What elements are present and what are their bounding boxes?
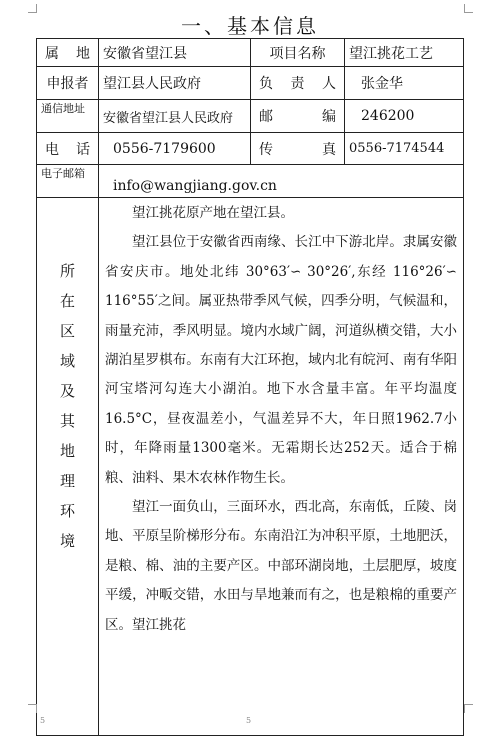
- person-in-charge-value: 张金华: [345, 67, 464, 100]
- fax-label: 传 真: [251, 133, 345, 165]
- region-label-char: 在: [59, 292, 75, 310]
- location-label: 属 地: [37, 39, 99, 67]
- postcode-label: 邮 编: [251, 100, 345, 133]
- phone-label: 电 话: [37, 133, 99, 165]
- address-value: 安徽省望江县人民政府: [99, 100, 251, 133]
- region-label-char: 境: [59, 532, 75, 550]
- email-value: info@wangjiang.gov.cn: [99, 165, 464, 198]
- phone-value: 0556-7179600: [99, 133, 251, 165]
- region-label-char: 环: [59, 502, 75, 520]
- region-label-char: 所: [59, 262, 75, 280]
- location-value: 安徽省望江县: [99, 39, 251, 67]
- footer-page-number: 5: [246, 716, 252, 725]
- region-paragraph: 望江县位于安徽省西南缘、长江中下游北岸。隶属安徽省安庆市。地处北纬 30°63′∽ 30°26′,东经 116°26′∽ 116°55′之间。属亚热带季风气候，四季分明，气候温和，雨量充沛，季风明显。境内水域广阔，河道纵横交错，大小湖泊星罗棋布。东南有大江环抱，域内北有皖河、南有华阳河宝塔河勾连大小湖泊。地下水含量丰富。年平均温度16.5°C，昼夜温差小，气温差异不大，年日照1962.7小时，年降雨量1300毫米。无霜期长达252天。适合于棉粮、油料、果木农林作物生长。: [105, 234, 457, 486]
- crop-mark-top-left: [28, 4, 37, 13]
- section-title: 一、基本信息: [181, 14, 319, 38]
- fax-value: 0556-7174544: [345, 133, 464, 165]
- region-description: [99, 198, 464, 736]
- basic-info-table: [36, 38, 464, 736]
- project-name-label: 项目名称: [251, 39, 345, 67]
- crop-mark-bottom-right: [464, 704, 473, 713]
- postcode-value: 246200: [345, 100, 464, 133]
- region-label-char: 地: [59, 442, 75, 460]
- region-label-char: 域: [59, 352, 75, 370]
- region-paragraph: 望江一面负山，三面环水，西北高，东南低，丘陵、岗地、平原呈阶梯形分布。东南沿江为冲积平原，土地肥沃，是粮、棉、油的主要产区。中部环湖岗地，土层肥厚，坡度平缓，冲畈交错，水田与旱地兼而有之，也是粮棉的重要产区。望江挑花: [105, 499, 457, 633]
- region-label-char: 理: [59, 472, 75, 490]
- region-label-char: 区: [59, 322, 75, 340]
- address-label: 通信地址: [37, 100, 99, 133]
- project-name-value: 望江挑花工艺: [345, 39, 464, 67]
- region-label-char: 其: [59, 412, 75, 430]
- applicant-label: 申报者: [37, 67, 99, 100]
- person-in-charge-label: 负 责 人: [251, 67, 345, 100]
- email-label: 电子邮箱: [37, 165, 99, 198]
- crop-mark-top-right: [464, 4, 473, 13]
- footer-page-number-left: 5: [40, 716, 46, 725]
- crop-mark-bottom-left: [28, 704, 37, 713]
- region-label-char: 及: [59, 382, 75, 400]
- region-label: [37, 198, 99, 736]
- region-paragraph: 望江挑花原产地在望江县。: [132, 205, 294, 221]
- applicant-value: 望江县人民政府: [99, 67, 251, 100]
